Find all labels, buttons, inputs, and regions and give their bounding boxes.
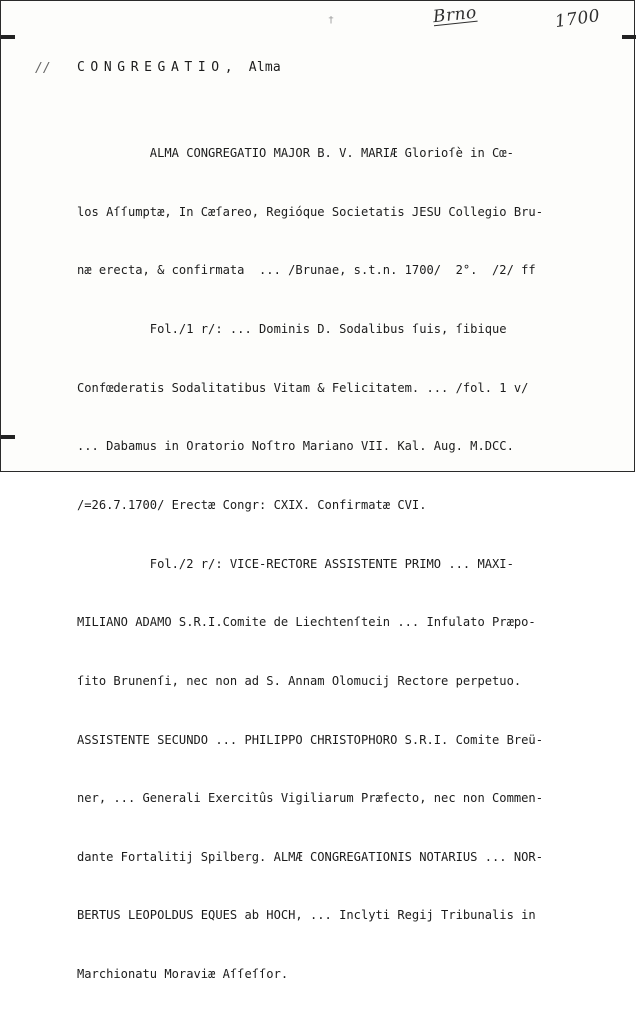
text-line: ASSISTENTE SECUNDO ... PHILIPPO CHRISTOPHORO S.R.I. Comite Breü- <box>77 732 543 747</box>
handwritten-year: 1700 <box>553 5 602 33</box>
text-line: ner, ... Generali Exercitûs Vigiliarum Præfecto, nec non Commen- <box>77 791 543 806</box>
text-line: Fol./1 r/: ... Dominis D. Sodalibus ſuis, ſibique <box>77 322 507 337</box>
corner-speck <box>1 35 15 39</box>
heading-word: CONGREGATIO <box>77 60 225 75</box>
card-heading <box>77 60 281 75</box>
text-line: Fol./2 r/: VICE-RECTORE ASSISTENTE PRIMO ... MAXI- <box>77 556 514 571</box>
corner-speck <box>1 435 15 439</box>
text-line: BERTUS LEOPOLDUS EQUES ab HOCH, ... Inclyti Regij Tribunalis in <box>77 908 536 923</box>
text-line: Confœderatis Sodalitatibus Vitam & Felicitatem. ... /fol. 1 v/ <box>77 380 529 395</box>
heading-separator: , <box>224 60 233 75</box>
handwritten-place: Brno <box>432 2 478 28</box>
catalog-entry-body <box>77 105 617 1024</box>
text-line: /=26.7.1700/ Erectæ Congr: CXIX. Confirmatæ CVI. <box>77 497 427 512</box>
text-line: Marchionatu Moraviæ Aſſeſſor. <box>77 967 289 982</box>
corner-speck <box>622 35 636 39</box>
heading-subword: Alma <box>248 60 281 75</box>
text-line: MILIANO ADAMO S.R.I.Comite de Liechtenſtein ... Infulato Præpo- <box>77 615 536 630</box>
text-line: ... Dabamus in Oratorio Noſtro Mariano VII. Kal. Aug. M.DCC. <box>77 439 514 454</box>
pencil-mark: † <box>328 15 335 26</box>
text-line: ALMA CONGREGATIO MAJOR B. V. MARIÆ Glorioſè in Cœ- <box>77 146 514 161</box>
text-line: dante Fortalitij Spilberg. ALMÆ CONGREGATIONIS NOTARIUS ... NOR- <box>77 849 543 864</box>
text-line: ſito Brunenſi, nec non ad S. Annam Olomucij Rectore perpetuo. <box>77 673 522 688</box>
text-line: næ erecta, & confirmata ... /Brunae, s.t.n. 1700/ 2°. /2/ ff <box>77 263 536 278</box>
text-line: los Aſſumptæ, In Cæſareo, Regióque Societatis JESU Collegio Bru- <box>77 204 543 219</box>
slash-mark: // <box>35 61 51 76</box>
